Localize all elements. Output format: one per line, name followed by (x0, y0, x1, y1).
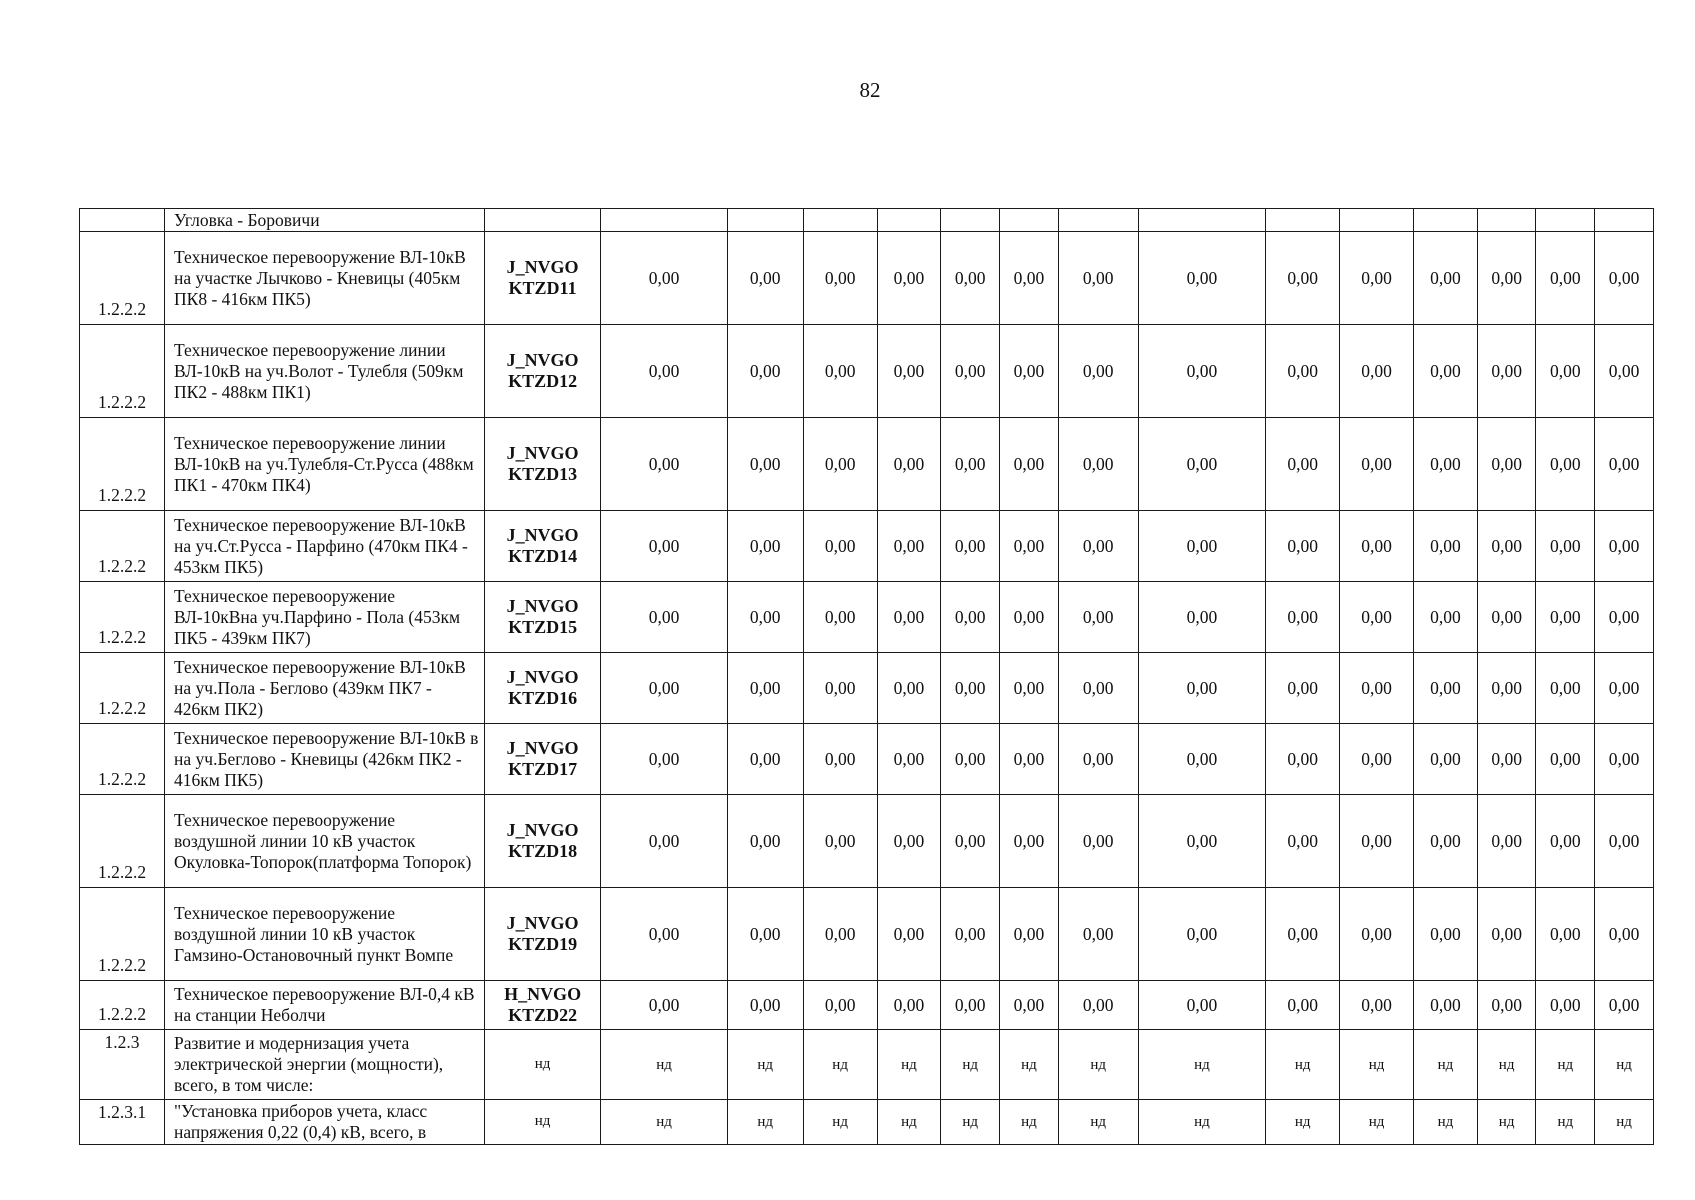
row-code (484, 795, 600, 888)
row-number: 1.2.2.2 (80, 418, 165, 511)
value-cell: 0,00 (1477, 325, 1536, 418)
value-cell: 0,00 (1340, 724, 1414, 795)
value-cell: нд (1266, 1030, 1340, 1100)
value-cell: 0,00 (1414, 232, 1478, 325)
value-cell: 0,00 (941, 795, 1000, 888)
row-code-line: KTZD22 (508, 1005, 578, 1025)
value-cell: 0,00 (1477, 582, 1536, 653)
value-cell: 0,00 (601, 795, 728, 888)
value-cell: 0,00 (1000, 981, 1059, 1030)
value-cell: 0,00 (1595, 232, 1654, 325)
value-cell: нд (601, 1030, 728, 1100)
value-cell: 0,00 (1477, 511, 1536, 582)
value-cell: нд (803, 1030, 877, 1100)
row-code-line: J_NVGO (506, 596, 579, 617)
row-code (484, 1100, 600, 1145)
table-row (80, 888, 1654, 981)
value-cell: нд (1536, 1030, 1595, 1100)
value-cell: нд (1058, 1030, 1138, 1100)
value-cell: 0,00 (1595, 511, 1654, 582)
value-cell: 0,00 (1340, 511, 1414, 582)
row-code-line: KTZD19 (508, 934, 578, 954)
row-name: Техническое перевооружение ВЛ-10кВна уч.Парфино - Пола (453км ПК5 - 439км ПК7) (165, 582, 485, 653)
investment-table (79, 208, 1654, 1145)
value-cell: нд (877, 1030, 941, 1100)
value-cell: 0,00 (1138, 653, 1266, 724)
value-cell: 0,00 (1595, 724, 1654, 795)
value-cell (877, 209, 941, 232)
value-cell: 0,00 (601, 724, 728, 795)
value-cell (727, 209, 803, 232)
value-cell: 0,00 (1058, 888, 1138, 981)
value-cell: нд (601, 1100, 728, 1145)
value-cell: нд (941, 1030, 1000, 1100)
row-code (484, 724, 600, 795)
value-cell: 0,00 (941, 653, 1000, 724)
value-cell: 0,00 (803, 418, 877, 511)
value-cell: 0,00 (1536, 795, 1595, 888)
row-number: 1.2.2.2 (80, 795, 165, 888)
value-cell: 0,00 (727, 511, 803, 582)
value-cell: 0,00 (1595, 582, 1654, 653)
value-cell: 0,00 (1414, 653, 1478, 724)
value-cell (941, 209, 1000, 232)
row-code-line: J_NVGO (506, 257, 579, 278)
value-cell: 0,00 (1477, 888, 1536, 981)
value-cell: 0,00 (1477, 981, 1536, 1030)
value-cell: нд (1477, 1030, 1536, 1100)
table-row (80, 511, 1654, 582)
value-cell: 0,00 (1536, 888, 1595, 981)
value-cell: нд (1595, 1100, 1654, 1145)
row-code-line: H_NVGO (504, 984, 582, 1005)
value-cell: 0,00 (803, 981, 877, 1030)
value-cell: 0,00 (877, 888, 941, 981)
value-cell: 0,00 (1266, 724, 1340, 795)
value-cell: 0,00 (601, 325, 728, 418)
value-cell: 0,00 (1536, 418, 1595, 511)
value-cell: 0,00 (1138, 981, 1266, 1030)
value-cell (1414, 209, 1478, 232)
value-cell: нд (1138, 1030, 1266, 1100)
value-cell: 0,00 (1536, 724, 1595, 795)
value-cell: 0,00 (1058, 418, 1138, 511)
value-cell: 0,00 (1595, 653, 1654, 724)
value-cell: 0,00 (1477, 653, 1536, 724)
row-name: Техническое перевооружение ВЛ-10кВ на уч.Пола - Беглово (439км ПК7 - 426км ПК2) (165, 653, 485, 724)
value-cell: 0,00 (941, 325, 1000, 418)
value-cell: 0,00 (727, 724, 803, 795)
value-cell: 0,00 (941, 582, 1000, 653)
value-cell: 0,00 (1340, 325, 1414, 418)
value-cell: 0,00 (941, 981, 1000, 1030)
value-cell: 0,00 (1138, 724, 1266, 795)
row-code-line: нд (534, 1055, 551, 1072)
value-cell (1000, 209, 1059, 232)
row-code-line: J_NVGO (506, 820, 579, 841)
value-cell: 0,00 (1266, 653, 1340, 724)
value-cell: нд (803, 1100, 877, 1145)
value-cell: 0,00 (1414, 981, 1478, 1030)
row-code (484, 325, 600, 418)
row-code-line: J_NVGO (506, 913, 579, 934)
value-cell: 0,00 (727, 981, 803, 1030)
value-cell: 0,00 (1340, 981, 1414, 1030)
value-cell: 0,00 (1477, 418, 1536, 511)
value-cell: 0,00 (1340, 582, 1414, 653)
value-cell: 0,00 (1595, 325, 1654, 418)
value-cell (601, 209, 728, 232)
value-cell: 0,00 (1000, 325, 1059, 418)
row-code-line: J_NVGO (506, 443, 579, 464)
value-cell: 0,00 (803, 724, 877, 795)
value-cell: 0,00 (1414, 795, 1478, 888)
value-cell: 0,00 (1414, 582, 1478, 653)
value-cell: 0,00 (727, 653, 803, 724)
row-number: 1.2.2.2 (80, 325, 165, 418)
value-cell: 0,00 (1595, 981, 1654, 1030)
value-cell: 0,00 (1266, 511, 1340, 582)
row-code-line: KTZD15 (508, 617, 578, 637)
row-number (80, 209, 165, 232)
value-cell: 0,00 (941, 418, 1000, 511)
row-code-line: KTZD12 (508, 371, 578, 391)
value-cell: 0,00 (1414, 724, 1478, 795)
value-cell: 0,00 (803, 582, 877, 653)
value-cell (1266, 209, 1340, 232)
table-row (80, 653, 1654, 724)
value-cell: 0,00 (601, 981, 728, 1030)
row-code-line: J_NVGO (506, 525, 579, 546)
value-cell: 0,00 (1536, 981, 1595, 1030)
value-cell: 0,00 (941, 888, 1000, 981)
value-cell: 0,00 (803, 232, 877, 325)
table-row (80, 418, 1654, 511)
value-cell (1138, 209, 1266, 232)
value-cell: нд (1414, 1100, 1478, 1145)
value-cell: нд (1000, 1100, 1059, 1145)
table-row (80, 232, 1654, 325)
row-name: Техническое перевооружение воздушной линии 10 кВ участок Гамзино-Остановочный пункт Вомпе (165, 888, 485, 981)
value-cell: 0,00 (1536, 232, 1595, 325)
value-cell: 0,00 (1000, 724, 1059, 795)
value-cell: 0,00 (803, 325, 877, 418)
row-number: 1.2.2.2 (80, 232, 165, 325)
value-cell: нд (727, 1100, 803, 1145)
value-cell: нд (941, 1100, 1000, 1145)
row-code-line: KTZD11 (508, 278, 577, 298)
value-cell: 0,00 (877, 653, 941, 724)
value-cell (803, 209, 877, 232)
value-cell: 0,00 (1340, 888, 1414, 981)
value-cell: 0,00 (1595, 795, 1654, 888)
value-cell: 0,00 (1266, 981, 1340, 1030)
value-cell: 0,00 (1138, 795, 1266, 888)
value-cell: 0,00 (1414, 888, 1478, 981)
row-name: Техническое перевооружение ВЛ-0,4 кВ на станции Неболчи (165, 981, 485, 1030)
value-cell: 0,00 (803, 888, 877, 981)
value-cell: 0,00 (1477, 724, 1536, 795)
value-cell: 0,00 (1000, 418, 1059, 511)
value-cell: 0,00 (1058, 582, 1138, 653)
value-cell: 0,00 (727, 795, 803, 888)
value-cell: 0,00 (1414, 418, 1478, 511)
row-code (484, 511, 600, 582)
row-code-line: J_NVGO (506, 350, 579, 371)
value-cell: 0,00 (1000, 795, 1059, 888)
table-row (80, 795, 1654, 888)
value-cell: 0,00 (1595, 418, 1654, 511)
value-cell: 0,00 (877, 724, 941, 795)
row-code-line: J_NVGO (506, 738, 579, 759)
row-code-line: J_NVGO (506, 667, 579, 688)
value-cell: 0,00 (1340, 653, 1414, 724)
row-number: 1.2.2.2 (80, 653, 165, 724)
value-cell: 0,00 (1138, 325, 1266, 418)
value-cell: 0,00 (877, 582, 941, 653)
page-number: 82 (859, 78, 881, 102)
value-cell: 0,00 (727, 888, 803, 981)
value-cell: 0,00 (1340, 795, 1414, 888)
value-cell: 0,00 (727, 418, 803, 511)
table-row (80, 325, 1654, 418)
table-row (80, 1100, 1654, 1145)
value-cell: 0,00 (1058, 232, 1138, 325)
value-cell: 0,00 (1058, 511, 1138, 582)
row-number: 1.2.2.2 (80, 724, 165, 795)
row-name: Техническое перевооружение ВЛ-10кВ на уч.Ст.Русса - Парфино (470км ПК4 - 453км ПК5) (165, 511, 485, 582)
row-name: Техническое перевооружение линии ВЛ-10кВ на уч.Тулебля-Ст.Русса (488км ПК1 - 470км ПК4) (165, 418, 485, 511)
row-number: 1.2.2.2 (80, 511, 165, 582)
table-row (80, 1030, 1654, 1100)
value-cell: 0,00 (803, 795, 877, 888)
value-cell: 0,00 (1536, 582, 1595, 653)
value-cell: 0,00 (1000, 511, 1059, 582)
value-cell: 0,00 (941, 232, 1000, 325)
table-row (80, 724, 1654, 795)
value-cell: 0,00 (1058, 653, 1138, 724)
row-number: 1.2.2.2 (80, 582, 165, 653)
row-code-line: нд (534, 1113, 551, 1130)
value-cell: 0,00 (1138, 888, 1266, 981)
value-cell: 0,00 (1000, 582, 1059, 653)
value-cell (1477, 209, 1536, 232)
value-cell: 0,00 (601, 511, 728, 582)
row-name: Техническое перевооружение ВЛ-10кВ в на уч.Беглово - Кневицы (426км ПК2 - 416км ПК5) (165, 724, 485, 795)
value-cell: 0,00 (1266, 232, 1340, 325)
row-name: "Установка приборов учета, класс напряжения 0,22 (0,4) кВ, всего, в (165, 1100, 485, 1145)
row-code-line: KTZD17 (508, 759, 578, 779)
value-cell: 0,00 (877, 325, 941, 418)
value-cell: 0,00 (877, 232, 941, 325)
value-cell: 0,00 (1058, 724, 1138, 795)
value-cell: 0,00 (1414, 511, 1478, 582)
value-cell: 0,00 (1138, 418, 1266, 511)
value-cell: 0,00 (1266, 888, 1340, 981)
value-cell: 0,00 (1477, 795, 1536, 888)
value-cell: 0,00 (877, 418, 941, 511)
value-cell: 0,00 (1595, 888, 1654, 981)
row-code (484, 981, 600, 1030)
value-cell: 0,00 (1138, 232, 1266, 325)
value-cell: 0,00 (1477, 232, 1536, 325)
value-cell: 0,00 (1266, 582, 1340, 653)
value-cell (1595, 209, 1654, 232)
value-cell: 0,00 (1000, 653, 1059, 724)
row-number: 1.2.3 (80, 1030, 165, 1100)
row-name: Техническое перевооружение ВЛ-10кВ на участке Лычково - Кневицы (405км ПК8 - 416км ПК5) (165, 232, 485, 325)
value-cell: нд (1595, 1030, 1654, 1100)
value-cell: нд (877, 1100, 941, 1145)
row-code-line: KTZD18 (508, 841, 578, 861)
value-cell: 0,00 (941, 511, 1000, 582)
value-cell: 0,00 (1000, 888, 1059, 981)
value-cell: 0,00 (601, 418, 728, 511)
value-cell: нд (1058, 1100, 1138, 1145)
value-cell: нд (1340, 1100, 1414, 1145)
value-cell: нд (1138, 1100, 1266, 1145)
value-cell: 0,00 (601, 232, 728, 325)
value-cell: 0,00 (727, 582, 803, 653)
value-cell: 0,00 (601, 653, 728, 724)
value-cell: 0,00 (1536, 325, 1595, 418)
row-name: Техническое перевооружение воздушной линии 10 кВ участок Окуловка-Топорок(платформа Топорок) (165, 795, 485, 888)
row-code (484, 418, 600, 511)
value-cell: нд (1414, 1030, 1478, 1100)
value-cell: 0,00 (1414, 325, 1478, 418)
value-cell: нд (1340, 1030, 1414, 1100)
value-cell: нд (1477, 1100, 1536, 1145)
value-cell: 0,00 (941, 724, 1000, 795)
row-number: 1.2.2.2 (80, 888, 165, 981)
value-cell: 0,00 (727, 325, 803, 418)
row-code (484, 1030, 600, 1100)
value-cell: 0,00 (1058, 981, 1138, 1030)
value-cell: 0,00 (601, 888, 728, 981)
value-cell: 0,00 (1340, 232, 1414, 325)
row-code (484, 209, 600, 232)
value-cell: 0,00 (1340, 418, 1414, 511)
value-cell: 0,00 (1266, 418, 1340, 511)
row-number: 1.2.2.2 (80, 981, 165, 1030)
value-cell (1340, 209, 1414, 232)
value-cell: 0,00 (1058, 325, 1138, 418)
value-cell: 0,00 (1536, 511, 1595, 582)
value-cell: 0,00 (1138, 582, 1266, 653)
table-row (80, 209, 1654, 232)
value-cell: 0,00 (601, 582, 728, 653)
value-cell: 0,00 (877, 511, 941, 582)
value-cell: 0,00 (1138, 511, 1266, 582)
table-row (80, 981, 1654, 1030)
value-cell: 0,00 (803, 511, 877, 582)
row-code (484, 888, 600, 981)
row-code (484, 232, 600, 325)
value-cell: нд (1000, 1030, 1059, 1100)
value-cell: 0,00 (877, 981, 941, 1030)
value-cell (1058, 209, 1138, 232)
row-name: Развитие и модернизация учета электрической энергии (мощности), всего, в том числе: (165, 1030, 485, 1100)
row-code-line: KTZD13 (508, 464, 578, 484)
row-name: Техническое перевооружение линии ВЛ-10кВ на уч.Волот - Тулебля (509км ПК2 - 488км ПК1) (165, 325, 485, 418)
value-cell: 0,00 (727, 232, 803, 325)
value-cell: 0,00 (1058, 795, 1138, 888)
row-code-line: KTZD14 (508, 546, 578, 566)
table-row (80, 582, 1654, 653)
row-code (484, 653, 600, 724)
value-cell: 0,00 (877, 795, 941, 888)
row-code-line: KTZD16 (508, 688, 578, 708)
value-cell: 0,00 (1000, 232, 1059, 325)
value-cell: нд (727, 1030, 803, 1100)
row-name: Угловка - Боровичи (165, 209, 485, 232)
value-cell: 0,00 (803, 653, 877, 724)
value-cell: нд (1266, 1100, 1340, 1145)
value-cell: 0,00 (1266, 795, 1340, 888)
value-cell (1536, 209, 1595, 232)
row-code (484, 582, 600, 653)
value-cell: нд (1536, 1100, 1595, 1145)
value-cell: 0,00 (1266, 325, 1340, 418)
row-number: 1.2.3.1 (80, 1100, 165, 1145)
value-cell: 0,00 (1536, 653, 1595, 724)
